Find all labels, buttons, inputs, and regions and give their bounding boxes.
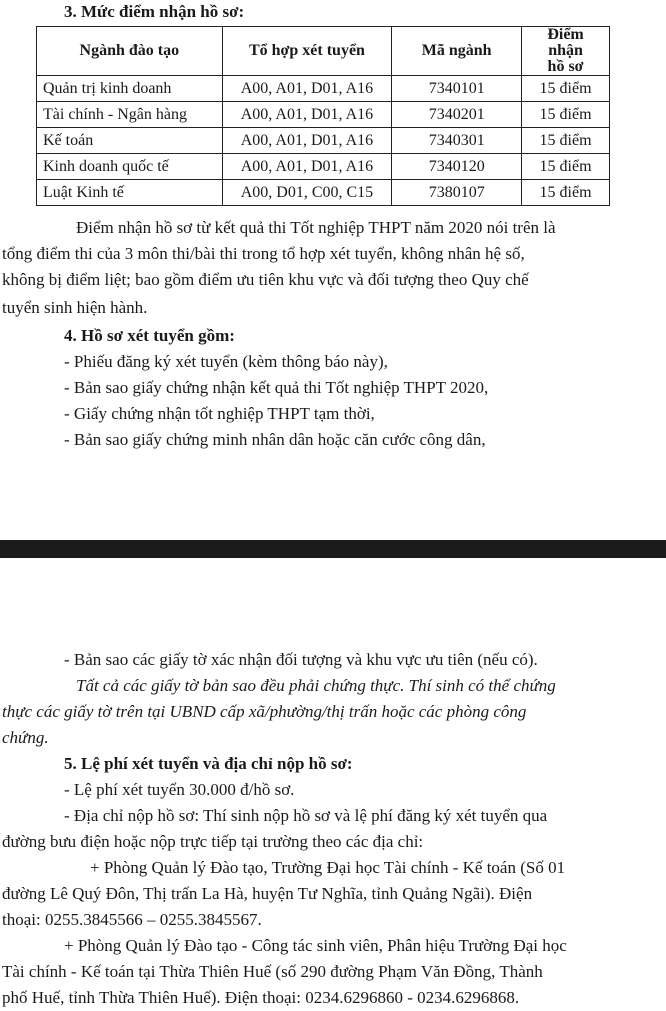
office2-line: + Phòng Quản lý Đào tạo - Công tác sinh viên, Phân hiệu Trường Đại học <box>64 936 567 955</box>
table-row <box>37 180 610 206</box>
document-item: - Bản sao các giấy tờ xác nhận đối tượng và khu vực ưu tiên (nếu có). <box>64 650 538 669</box>
cell-subject-group: A00, D01, C00, C15 <box>222 180 392 206</box>
cell-min-score: 15 điểm <box>522 154 610 180</box>
score-note-line: tổng điểm thi của 3 môn thi/bài thi trong tổ hợp xét tuyển, không nhân hệ số, <box>2 244 525 263</box>
score-note-line: Điểm nhận hồ sơ từ kết quả thi Tốt nghiệp THPT năm 2020 nói trên là <box>76 218 556 237</box>
cell-major-code: 7340201 <box>392 102 522 128</box>
cell-major: Tài chính - Ngân hàng <box>37 102 223 128</box>
cell-major-code: 7380107 <box>392 180 522 206</box>
cell-major-code: 7340120 <box>392 154 522 180</box>
document-item: - Giấy chứng nhận tốt nghiệp THPT tạm thời, <box>64 404 375 423</box>
document-item: - Bản sao giấy chứng nhận kết quả thi Tốt nghiệp THPT 2020, <box>64 378 489 397</box>
header-min-score: Điểm nhận hồ sơ <box>522 27 610 76</box>
table-row <box>37 128 610 154</box>
cell-subject-group: A00, A01, D01, A16 <box>222 128 392 154</box>
cell-major-code: 7340301 <box>392 128 522 154</box>
cell-major-code: 7340101 <box>392 76 522 102</box>
cell-subject-group: A00, A01, D01, A16 <box>222 102 392 128</box>
cell-min-score: 15 điểm <box>522 102 610 128</box>
score-note-line: không bị điểm liệt; bao gồm điểm ưu tiên khu vực và đối tượng theo Quy chế <box>2 270 529 289</box>
certification-note-line: Tất cả các giấy tờ bản sao đều phải chứng thực. Thí sinh có thể chứng <box>76 676 556 695</box>
address-line: đường bưu điện hoặc nộp trực tiếp tại trường theo các địa chỉ: <box>2 832 424 851</box>
cell-major: Kinh doanh quốc tế <box>37 154 223 180</box>
section3-heading: 3. Mức điểm nhận hồ sơ: <box>64 2 245 21</box>
cell-min-score: 15 điểm <box>522 76 610 102</box>
header-major: Ngành đào tạo <box>37 27 223 76</box>
admission-score-table <box>36 26 610 206</box>
section5-heading: 5. Lệ phí xét tuyển và địa chỉ nộp hồ sơ: <box>64 754 353 773</box>
certification-note-line: chứng. <box>2 728 49 747</box>
table-row <box>37 102 610 128</box>
office2-line: phố Huế, tỉnh Thừa Thiên Huế). Điện thoại: 0234.6296860 - 0234.6296868. <box>2 988 520 1007</box>
cell-subject-group: A00, A01, D01, A16 <box>222 76 392 102</box>
table-row <box>37 154 610 180</box>
page-bottom-section <box>0 558 666 1011</box>
office2-line: Tài chính - Kế toán tại Thừa Thiên Huế (số 290 đường Phạm Văn Đồng, Thành <box>2 962 543 981</box>
office1-line: thoại: 0255.3845566 – 0255.3845567. <box>2 910 262 929</box>
table-row <box>37 76 610 102</box>
table-header-row <box>37 27 610 76</box>
header-major-code: Mã ngành <box>392 27 522 76</box>
office1-line: đường Lê Quý Đôn, Thị trấn La Hà, huyện Tư Nghĩa, tỉnh Quảng Ngãi). Điện <box>2 884 533 903</box>
fee-line: - Lệ phí xét tuyển 30.000 đ/hồ sơ. <box>64 780 295 799</box>
header-subject-group: Tổ hợp xét tuyển <box>222 27 392 76</box>
office1-line: + Phòng Quản lý Đào tạo, Trường Đại học Tài chính - Kế toán (Số 01 <box>90 858 566 877</box>
document-item: - Bản sao giấy chứng minh nhân dân hoặc căn cước công dân, <box>64 430 486 449</box>
score-note-line: tuyển sinh hiện hành. <box>2 298 148 317</box>
cell-major: Luật Kinh tế <box>37 180 223 206</box>
cell-min-score: 15 điểm <box>522 128 610 154</box>
section4-heading: 4. Hồ sơ xét tuyển gồm: <box>64 326 235 345</box>
cell-min-score: 15 điểm <box>522 180 610 206</box>
page-separator-band <box>0 540 666 558</box>
cell-major: Quản trị kinh doanh <box>37 76 223 102</box>
address-line: - Địa chỉ nộp hồ sơ: Thí sinh nộp hồ sơ và lệ phí đăng ký xét tuyển qua <box>64 806 548 825</box>
cell-subject-group: A00, A01, D01, A16 <box>222 154 392 180</box>
document-item: - Phiếu đăng ký xét tuyển (kèm thông báo này), <box>64 352 388 371</box>
certification-note-line: thực các giấy tờ trên tại UBND cấp xã/phường/thị trấn hoặc các phòng công <box>2 702 527 721</box>
cell-major: Kế toán <box>37 128 223 154</box>
